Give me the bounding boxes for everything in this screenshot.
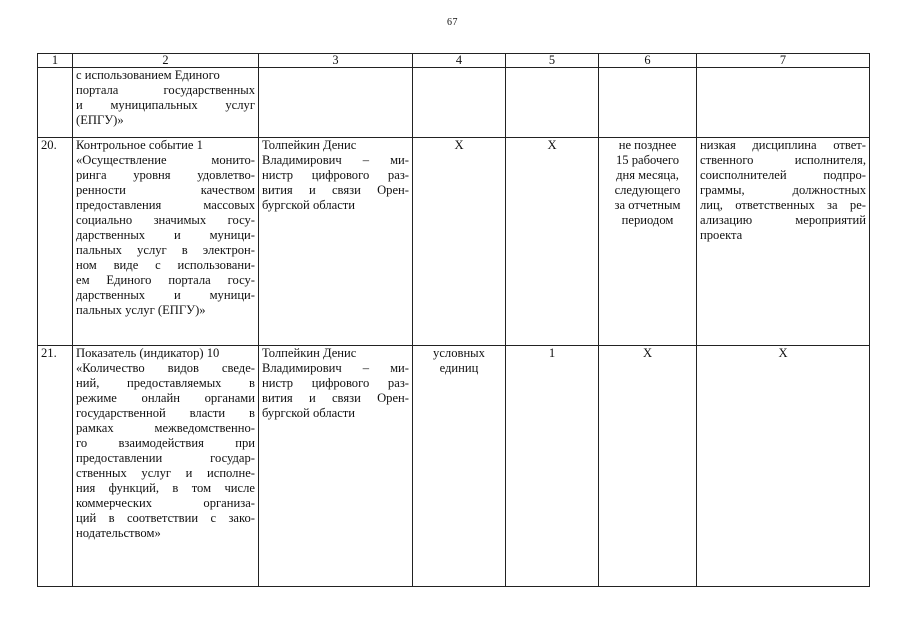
page-number: 67 [447, 17, 458, 28]
text-line: «Осуществление монито- [76, 153, 255, 167]
text-line: проекта [700, 228, 743, 242]
column-header: 7 [697, 54, 870, 68]
text-line: Показатель (индикатор) 10 [76, 346, 220, 360]
row-number-cell [38, 68, 73, 138]
text-line: ем Единого портала госу- [76, 273, 255, 287]
responsible-cell [259, 138, 413, 346]
column-header: 3 [259, 54, 413, 68]
responsible-cell [259, 346, 413, 587]
text-line: не позднее [618, 138, 677, 152]
text-line: государственной власти в [76, 406, 255, 420]
text-line: граммы, должностных [700, 183, 866, 197]
column-header: 6 [599, 54, 697, 68]
text-line: нистр цифрового раз- [262, 168, 409, 182]
plan-table [37, 53, 870, 587]
value-cell: 1 [506, 346, 599, 587]
unit-cell: Х [413, 138, 506, 346]
column-header: 5 [506, 54, 599, 68]
description-cell [73, 138, 259, 346]
text-line: Толпейкин Денис [262, 138, 357, 152]
text-line: дня месяца, [616, 168, 679, 182]
row-number-cell: 20. [38, 138, 73, 346]
text-line: периодом [621, 213, 674, 227]
text-line: 15 рабочего [615, 153, 680, 167]
text-line: единиц [439, 361, 479, 375]
text-line: Толпейкин Денис [262, 346, 357, 360]
value-cell: Х [506, 138, 599, 346]
text-line: условных [433, 346, 485, 360]
deadline-cell [599, 68, 697, 138]
text-line: (ЕПГУ)» [76, 113, 124, 127]
text-line: «Количество видов сведе- [76, 361, 255, 375]
unit-cell [413, 346, 506, 587]
text-line: ний, предоставляемых в [76, 376, 255, 390]
table-row [38, 346, 870, 587]
text-line: соисполнителей подпро- [700, 168, 866, 182]
text-line: нодательством» [76, 526, 161, 540]
text-line: ренности качеством [76, 183, 255, 197]
text-line: портала государственных [76, 83, 255, 97]
column-header: 2 [73, 54, 259, 68]
text-line: Контрольное событие 1 [76, 138, 203, 152]
text-line: вития и связи Орен- [262, 183, 409, 197]
text-line: ственных услуг и исполне- [76, 466, 255, 480]
text-line: рамках межведомственно- [76, 421, 255, 435]
table-header-row [38, 54, 870, 68]
text-line: низкая дисциплина ответ- [700, 138, 866, 152]
value-cell [506, 68, 599, 138]
text-line: пальных услуг (ЕПГУ)» [76, 303, 206, 317]
description-cell [73, 68, 259, 138]
table-row [38, 68, 870, 138]
text-line: бургской области [262, 406, 356, 420]
text-line: бургской области [262, 198, 356, 212]
text-line: ном виде с использовани- [76, 258, 255, 272]
text-line: и муниципальных услуг [76, 98, 255, 112]
text-line: ринга уровня удовлетво- [76, 168, 255, 182]
responsible-cell [259, 68, 413, 138]
unit-cell [413, 68, 506, 138]
text-line: дарственных и муници- [76, 228, 255, 242]
text-line: ализацию мероприятий [700, 213, 866, 227]
text-line: следующего [614, 183, 681, 197]
text-line: Владимирович – ми- [262, 361, 409, 375]
text-line: лиц, ответственных за ре- [700, 198, 866, 212]
text-line: коммерческих организа- [76, 496, 255, 510]
row-number-cell: 21. [38, 346, 73, 587]
text-line: ния функций, в том числе [76, 481, 255, 495]
text-line: пальных услуг в электрон- [76, 243, 255, 257]
text-line: предоставления массовых [76, 198, 255, 212]
text-line: режиме онлайн органами [76, 391, 255, 405]
text-line: с использованием Единого [76, 68, 220, 82]
risk-cell [697, 138, 870, 346]
text-line: Владимирович – ми- [262, 153, 409, 167]
description-cell [73, 346, 259, 587]
deadline-cell: Х [599, 346, 697, 587]
column-header: 1 [38, 54, 73, 68]
text-line: за отчетным [614, 198, 681, 212]
risk-cell: Х [697, 346, 870, 587]
text-line: ций в соответствии с зако- [76, 511, 255, 525]
table-row [38, 138, 870, 346]
text-line: го взаимодействия при [76, 436, 255, 450]
text-line: предоставлении государ- [76, 451, 255, 465]
risk-cell [697, 68, 870, 138]
text-line: дарственных и муници- [76, 288, 255, 302]
deadline-cell [599, 138, 697, 346]
text-line: вития и связи Орен- [262, 391, 409, 405]
text-line: социально значимых госу- [76, 213, 255, 227]
text-line: ственного исполнителя, [700, 153, 866, 167]
column-header: 4 [413, 54, 506, 68]
text-line: нистр цифрового раз- [262, 376, 409, 390]
